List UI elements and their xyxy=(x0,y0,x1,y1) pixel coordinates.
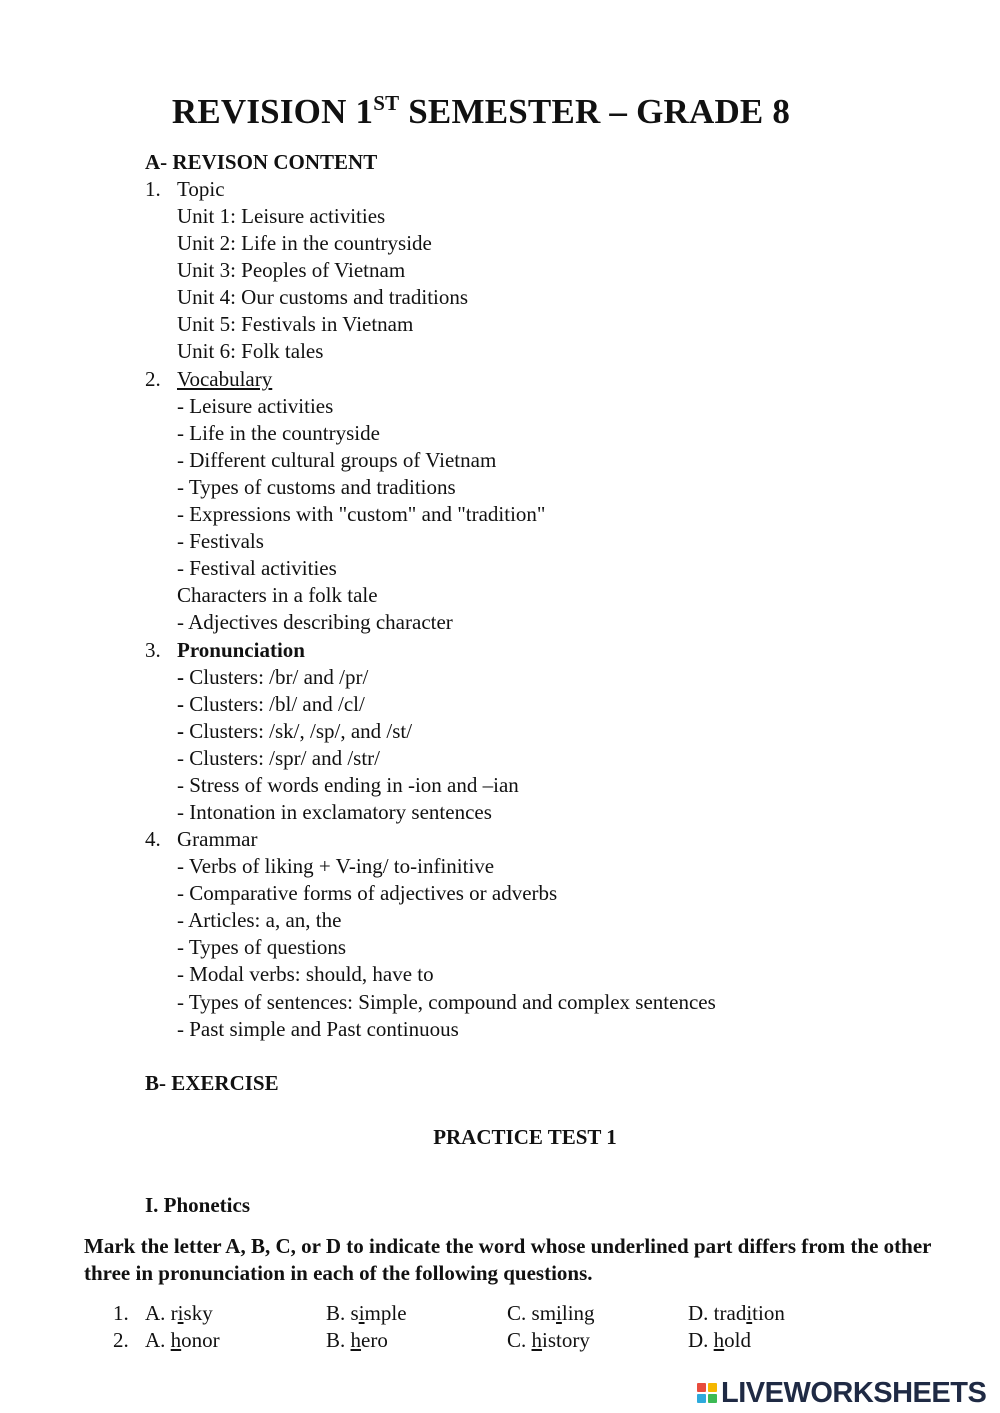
instruction-text: Mark the letter A, B, C, or D to indicate the word whose underlined part differs from the other three in pronunciation in each of the following questions. xyxy=(84,1234,932,1285)
list-item: - Stress of words ending in -ion and –ian xyxy=(177,773,519,797)
list-item: - Expressions with "custom" and "tradition" xyxy=(177,502,546,526)
list-item: Unit 5: Festivals in Vietnam xyxy=(177,312,414,336)
list-item: Unit 1: Leisure activities xyxy=(177,204,386,228)
list-item: - Different cultural groups of Vietnam xyxy=(177,448,497,472)
list-item: - Festival activities xyxy=(177,556,337,580)
option-c[interactable]: C. history xyxy=(507,1328,590,1352)
list-item: Unit 2: Life in the countryside xyxy=(177,231,432,255)
vocabulary-label: Vocabulary xyxy=(177,367,273,391)
list-item: - Life in the countryside xyxy=(177,421,380,445)
list-item: - Types of customs and traditions xyxy=(177,475,456,499)
logo-square xyxy=(708,1394,717,1403)
vocabulary-number: 2. xyxy=(145,367,161,391)
list-item: - Types of sentences: Simple, compound and complex sentences xyxy=(177,990,716,1014)
list-item: Unit 4: Our customs and traditions xyxy=(177,285,469,309)
pronunciation-number: 3. xyxy=(145,638,161,662)
list-item: - Leisure activities xyxy=(177,394,334,418)
list-item: - Modal verbs: should, have to xyxy=(177,962,434,986)
section-a-heading: A- REVISON CONTENT xyxy=(145,150,378,174)
list-item: - Verbs of liking + V-ing/ to-infinitive xyxy=(177,854,495,878)
grammar-label: Grammar xyxy=(177,827,258,851)
list-item: - Types of questions xyxy=(177,935,347,959)
option-c[interactable]: C. smiling xyxy=(507,1301,595,1325)
list-item: Unit 3: Peoples of Vietnam xyxy=(177,258,406,282)
logo-square xyxy=(697,1383,706,1392)
page-title: REVISION 1ST SEMESTER – GRADE 8 xyxy=(171,91,791,131)
list-item: - Festivals xyxy=(177,529,264,553)
list-item: - Adjectives describing character xyxy=(177,610,453,634)
question-number: 1. xyxy=(113,1301,129,1325)
option-a[interactable]: A. honor xyxy=(145,1328,220,1352)
list-item: Unit 6: Folk tales xyxy=(177,339,324,363)
liveworksheets-logo xyxy=(697,1377,986,1409)
liveworksheets-logo-icon xyxy=(697,1383,717,1403)
option-b[interactable]: B. simple xyxy=(326,1301,407,1325)
section-b-heading: B- EXERCISE xyxy=(145,1071,279,1095)
list-item: - Clusters: /sk/, /sp/, and /st/ xyxy=(177,719,413,743)
phonetics-heading: I. Phonetics xyxy=(145,1193,250,1217)
option-d[interactable]: D. hold xyxy=(688,1328,752,1352)
list-item: - Articles: a, an, the xyxy=(177,908,342,932)
pronunciation-label: Pronunciation xyxy=(177,638,305,662)
list-item: - Clusters: /br/ and /pr/ xyxy=(177,665,369,689)
list-item: - Intonation in exclamatory sentences xyxy=(177,800,492,824)
topic-label: Topic xyxy=(177,177,225,201)
question-number: 2. xyxy=(113,1328,129,1352)
practice-test-title: PRACTICE TEST 1 xyxy=(433,1125,617,1149)
option-b[interactable]: B. hero xyxy=(326,1328,388,1352)
topic-number: 1. xyxy=(145,177,161,201)
list-item: - Clusters: /spr/ and /str/ xyxy=(177,746,380,770)
option-d[interactable]: D. tradition xyxy=(688,1301,785,1325)
list-item: - Comparative forms of adjectives or adverbs xyxy=(177,881,558,905)
list-item: - Clusters: /bl/ and /cl/ xyxy=(177,692,365,716)
list-item: Characters in a folk tale xyxy=(177,583,378,607)
option-a[interactable]: A. risky xyxy=(145,1301,213,1325)
grammar-number: 4. xyxy=(145,827,161,851)
liveworksheets-logo-text: LIVEWORKSHEETS xyxy=(721,1376,987,1409)
logo-square xyxy=(708,1383,717,1392)
list-item: - Past simple and Past continuous xyxy=(177,1017,459,1041)
logo-square xyxy=(697,1394,706,1403)
